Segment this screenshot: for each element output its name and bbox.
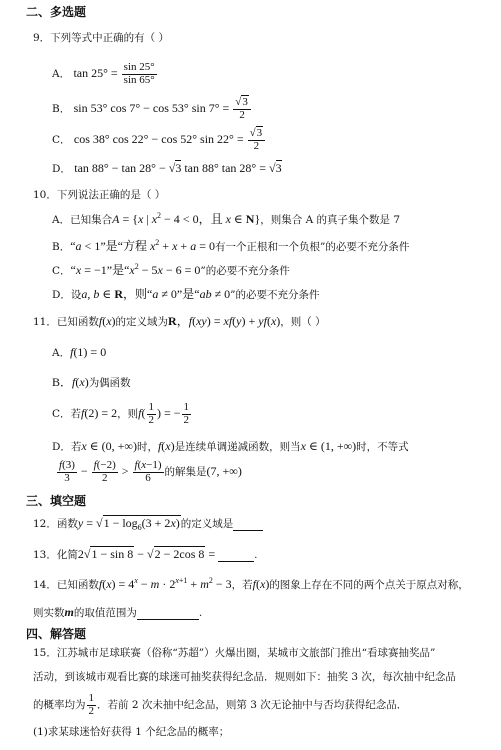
q15-line3-suffix: ．若前 2 次未抽中纪念品，则第 3 次无论抽中与否均获得纪念品． — [97, 699, 408, 712]
q11-c-prefix: C．若 — [52, 408, 82, 421]
question-14-line2: 则实数m的取值范围为 . — [33, 605, 203, 619]
question-11-stem: 11．已知函数f(x)的定义域为R，f(xy) = xf(y) + yf(x)，则（ ） — [33, 314, 326, 328]
q11-a-label: A． — [52, 347, 71, 359]
q10-a-suffix: ，则集合 A 的真子集个数是 7 — [260, 214, 401, 226]
question-15-line2: 活动，到该城市观看比赛的球迷可抽奖获得纪念品．规则如下：抽奖 3 次，每次抽中纪念品 — [33, 671, 456, 683]
question-12: 12．函数$y = √1 - \log_6(3 + 2x)$的定义域是 — [33, 517, 263, 531]
q14-prefix: 14．已知函数 — [33, 579, 99, 591]
question-15-sub1: (1)求某球迷恰好获得 1 个纪念品的概率； — [33, 726, 230, 738]
q9-option-d-label: D． — [52, 163, 71, 175]
q11-option-d: D．若x ∈ (0, +∞)时，f(x)是连续单调递减函数，则当x ∈ (1, +∞)时，不等式 — [52, 439, 409, 453]
q11-stem-prefix: 11．已知函数 — [33, 316, 99, 328]
q10-option-d: D．设a, b ∈ R，则“a ≠ 0”是“ab ≠ 0”的必要不充分条件 — [52, 287, 320, 301]
q11-option-b: B．f(x)为偶函数 — [52, 375, 131, 389]
q12-prefix: 12．函数 — [33, 518, 78, 530]
question-14-line1: 14．已知函数$f(x) = 4^x - m \cdot 2^{x+1} + m^2 - 3$，若f(x)的图象上存在不同的两个点关于原点对称， — [33, 576, 469, 591]
q11-b-suffix: 为偶函数 — [88, 377, 131, 389]
q10-c-label: C． — [52, 265, 71, 277]
q12-answer-blank[interactable] — [233, 519, 263, 531]
q10-option-a: A．已知集合A = {x | $x^2 - 4 < 0$，且 x ∈ N}，则集合 A 的真子集个数是 7 — [52, 211, 401, 226]
q10-b-label: B． — [52, 241, 71, 253]
q12-suffix: 的定义域是 — [180, 518, 234, 530]
q14-suffix: 的图象上存在不同的两个点关于原点对称， — [269, 579, 469, 591]
q14-answer-blank[interactable] — [137, 608, 199, 620]
q11-option-c: C．若f(2) = 2，则f( $\frac{1}{2}$ ) = − $\frac{1}{2}$ — [52, 401, 190, 426]
q11-option-a: A．f(1) = 0 — [52, 345, 107, 359]
section-answer: 四、解答题 — [26, 627, 87, 641]
q10-option-b: B．“a < 1”是“方程 $x^2 + x + a = 0$有一个正根和一个负根”的必要不充分条件 — [52, 238, 410, 253]
question-13: 13．化简2√1 − sin 8 − √2 − 2cos 8 = . — [33, 547, 258, 561]
question-15-line3: 的概率均为 $\frac{1}{2}$ ．若前 2 次未抽中纪念品，则第 3 次无论抽中与否均获得纪念品． — [33, 692, 408, 717]
question-15-line1: 15．江苏城市足球联赛（俗称“苏超”）火爆出圈，某城市文旅部门推出“看球赛抽奖品” — [33, 647, 436, 659]
q9-option-a: A． tan 25° = $\frac{\sin 25^\circ}{\sin 65^\circ}$ — [52, 61, 155, 86]
q9-option-c-label: C． — [52, 134, 71, 147]
q9-option-d: D． tan 88° − tan 28° − √3 tan 88° tan 28° = √3 — [52, 161, 282, 175]
q10-b-suffix: 有一个正根和一个负根”的必要不充分条件 — [214, 241, 410, 253]
q10-d-suffix: ”的必要不充分条件 — [230, 289, 320, 301]
q9-option-b-label: B． — [52, 103, 71, 116]
q15-line3-prefix: 的概率均为 — [33, 699, 86, 712]
q14-line2b: 的取值范围为 — [73, 607, 137, 619]
q9-option-a-label: A． — [52, 68, 71, 81]
q10-d-label: D．设 — [52, 289, 82, 301]
q10-c-suffix: ”的必要不充分条件 — [200, 265, 290, 277]
q11-d-suffix: 时，不等式 — [356, 441, 409, 453]
q11-stem-suffix: ，则（ ） — [280, 316, 326, 328]
section-multi-choice: 二、多选题 — [26, 5, 87, 19]
q11-c-mid: ，则 — [117, 408, 139, 421]
q9-option-c: C． cos 38° cos 22° − cos 52° sin 22° = $\frac{√3}{2}$ — [52, 128, 266, 152]
q11-d-mid1: 时， — [136, 441, 158, 453]
q13-answer-blank[interactable] — [218, 550, 254, 562]
q11-d-mid2: 是连续单调递减函数，则当 — [174, 441, 301, 453]
question-9-stem: 9．下列等式中正确的有（ ） — [33, 32, 170, 44]
q14-mid: ，若 — [231, 579, 253, 591]
q10-a-text: A．已知集合 — [52, 214, 113, 226]
q11-d-inequality: $\frac{f(3)}{3}$ − $\frac{f(-2)}{2}$ > $\frac{f(x-1)}{6}$ 的解集是(7, +∞) — [59, 459, 242, 484]
section-fill-blank: 三、填空题 — [26, 494, 87, 508]
q11-d-cont: 的解集是 — [164, 466, 207, 479]
q13-prefix: 13．化简 — [33, 549, 78, 561]
q10-option-c: C．“x = −1”是“$x^2 - 5x - 6 = 0$”的必要不充分条件 — [52, 262, 290, 277]
q11-d-prefix: D．若 — [52, 441, 82, 453]
q11-stem-mid: 的定义域为 — [115, 316, 169, 328]
q9-option-b: B． sin 53° cos 7° − cos 53° sin 7° = $\frac{√3}{2}$ — [52, 97, 252, 121]
question-10-stem: 10．下列说法正确的是（ ） — [33, 189, 166, 201]
q14-line2: 则实数 — [33, 607, 65, 619]
